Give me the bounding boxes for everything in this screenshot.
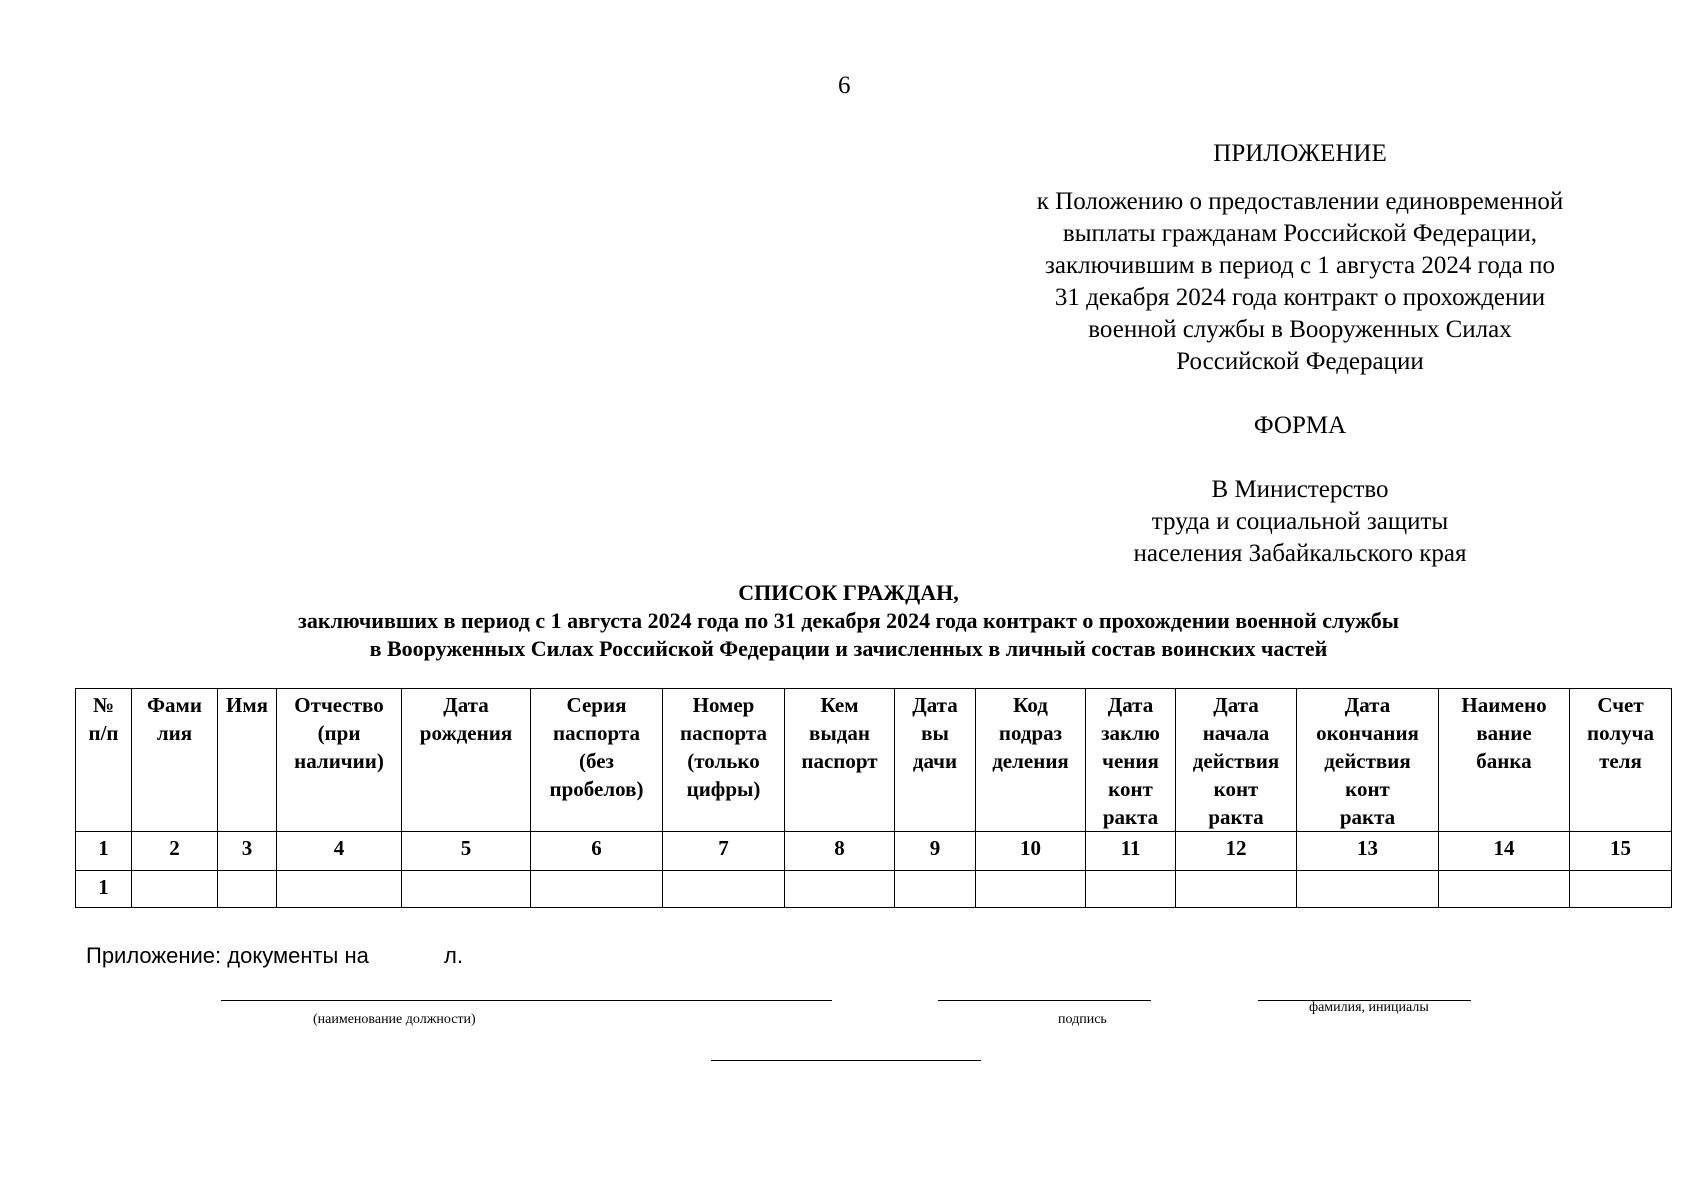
appendix-title: ПРИЛОЖЕНИЕ (1213, 140, 1387, 167)
attachment-line (86, 943, 463, 969)
column-header-line: п/п (88, 721, 119, 745)
table-header-row (76, 689, 1672, 832)
column-number-cell: 14 (1439, 832, 1570, 871)
table-row (76, 871, 1672, 908)
table-cell[interactable] (785, 871, 895, 908)
list-title-line: в Вооруженных Силах Российской Федерации и зачисленных в личный состав воинских частей (369, 636, 1328, 661)
column-number-cell: 5 (402, 832, 531, 871)
column-header-line: подраз (998, 721, 1063, 745)
column-number-cell: 10 (976, 832, 1086, 871)
column-number-cell: 4 (277, 832, 402, 871)
position-signature-line (221, 1000, 832, 1001)
column-header-line: рождения (419, 721, 513, 745)
list-title-line: заключивших в период с 1 августа 2024 года по 31 декабря 2024 года контракт о прохождении военной службы (298, 608, 1399, 633)
column-number-cell: 1 (76, 832, 132, 871)
column-header-line: Наимено (1461, 693, 1547, 717)
table-cell[interactable] (218, 871, 277, 908)
table-cell[interactable] (402, 871, 531, 908)
column-number-cell: 9 (895, 832, 976, 871)
column-header-line: теля (1599, 749, 1642, 773)
table-cell[interactable] (976, 871, 1086, 908)
column-number-cell: 2 (132, 832, 218, 871)
column-number-cell: 11 (1086, 832, 1176, 871)
column-header-line: получа (1587, 721, 1654, 745)
column-header-line: Дата (1213, 693, 1259, 717)
table-cell[interactable] (277, 871, 402, 908)
column-number-cell: 7 (663, 832, 785, 871)
column-header-line: банка (1476, 749, 1532, 773)
table-cell[interactable] (1086, 871, 1176, 908)
column-header-1 (76, 689, 132, 832)
appendix-description-line: военной службы в Вооруженных Силах (1088, 316, 1512, 343)
column-header-line: Дата (1344, 693, 1391, 717)
signature-line (938, 1000, 1151, 1001)
column-header-line: № (92, 693, 115, 717)
column-header-line: паспорта (553, 721, 640, 745)
table-cell[interactable] (531, 871, 663, 908)
column-header-6 (531, 689, 663, 832)
column-header-line: (без (579, 749, 614, 773)
appendix-description-line: заключившим в период с 1 августа 2024 года по (1045, 252, 1555, 279)
column-header-line: начала (1202, 721, 1270, 745)
attachment-units: л. (444, 943, 463, 968)
addressee-line: труда и социальной защиты (1151, 508, 1449, 535)
column-header-line: Фами (147, 693, 202, 717)
column-header-line: паспорт (801, 749, 878, 773)
column-header-line: пробелов) (549, 777, 644, 801)
column-number-cell: 12 (1176, 832, 1297, 871)
column-header-line: (при (317, 721, 361, 745)
appendix-description-line: выплаты гражданам Российской Федерации, (1062, 220, 1538, 247)
column-header-line: действия (1324, 749, 1411, 773)
name-caption: фамилия, инициалы (1309, 1000, 1429, 1015)
column-header-line: действия (1192, 749, 1280, 773)
list-title (0, 579, 1697, 663)
column-header-10 (976, 689, 1086, 832)
column-header-4 (277, 689, 402, 832)
column-header-line: Дата (1107, 693, 1154, 717)
column-header-line: вание (1476, 721, 1532, 745)
list-title-heading: СПИСОК ГРАЖДАН, (738, 580, 959, 605)
column-header-line: Имя (226, 693, 268, 717)
column-header-7 (663, 689, 785, 832)
column-header-line: цифры) (686, 777, 761, 801)
column-header-line: Отчество (294, 693, 384, 717)
column-header-line: выдан (809, 721, 870, 745)
attachment-label: Приложение: документы на (86, 943, 369, 968)
column-header-line: ракта (1102, 805, 1159, 829)
addressee-line: В Министерство (1211, 476, 1389, 503)
citizens-table (75, 688, 1672, 908)
column-header-line: окончания (1316, 721, 1419, 745)
table-cell[interactable] (1570, 871, 1672, 908)
column-header-line: конт (1108, 777, 1153, 801)
form-label: ФОРМА (1253, 412, 1347, 439)
column-header-line: паспорта (680, 721, 767, 745)
column-header-line: Дата (912, 693, 958, 717)
column-header-line: Кем (820, 693, 859, 717)
column-header-line: дачи (912, 749, 958, 773)
table-cell[interactable]: 1 (76, 871, 132, 908)
table-cell[interactable] (1439, 871, 1570, 908)
column-header-11 (1086, 689, 1176, 832)
column-header-14 (1439, 689, 1570, 832)
addressee-line: населения Забайкальского края (1133, 540, 1467, 567)
column-header-line: чения (1102, 749, 1159, 773)
appendix-description-line: 31 декабря 2024 года контракт о прохождении (1054, 284, 1546, 311)
signature-caption: подпись (1058, 1012, 1107, 1027)
appendix-description-line: к Положению о предоставлении единовременной (1036, 188, 1564, 215)
column-header-8 (785, 689, 895, 832)
appendix-description (960, 186, 1640, 378)
column-header-line: наличии) (294, 749, 384, 773)
column-header-12 (1176, 689, 1297, 832)
column-header-2 (132, 689, 218, 832)
column-header-5 (402, 689, 531, 832)
column-number-cell: 13 (1297, 832, 1439, 871)
column-header-9 (895, 689, 976, 832)
column-number-cell: 8 (785, 832, 895, 871)
addressee (960, 474, 1640, 570)
table-cell[interactable] (1297, 871, 1439, 908)
column-header-3 (218, 689, 277, 832)
table-cell[interactable] (1176, 871, 1297, 908)
column-header-line: Код (1013, 693, 1048, 717)
column-header-13 (1297, 689, 1439, 832)
column-header-line: (только (687, 749, 760, 773)
appendix-block (960, 138, 1640, 570)
column-header-line: Номер (692, 693, 755, 717)
column-header-line: ракта (1339, 805, 1396, 829)
position-caption: (наименование должности) (313, 1012, 476, 1027)
column-header-line: конт (1345, 777, 1390, 801)
column-header-line: конт (1213, 777, 1259, 801)
column-number-cell: 15 (1570, 832, 1672, 871)
column-header-line: деления (992, 749, 1069, 773)
column-header-line: Серия (566, 693, 627, 717)
appendix-description-line: Российской Федерации (1176, 348, 1424, 375)
table-cell[interactable] (663, 871, 785, 908)
column-header-line: заклю (1101, 721, 1160, 745)
column-number-cell: 6 (531, 832, 663, 871)
column-number-cell: 3 (218, 832, 277, 871)
column-header-line: вы (921, 721, 949, 745)
table-cell[interactable] (132, 871, 218, 908)
column-header-line: ракта (1208, 805, 1264, 829)
column-header-line: лия (156, 721, 193, 745)
date-line (711, 1060, 981, 1061)
column-header-15 (1570, 689, 1672, 832)
column-header-line: Счет (1597, 693, 1644, 717)
column-number-row (76, 832, 1672, 871)
table-cell[interactable] (895, 871, 976, 908)
page-number: 6 (838, 72, 851, 99)
column-header-line: Дата (443, 693, 489, 717)
